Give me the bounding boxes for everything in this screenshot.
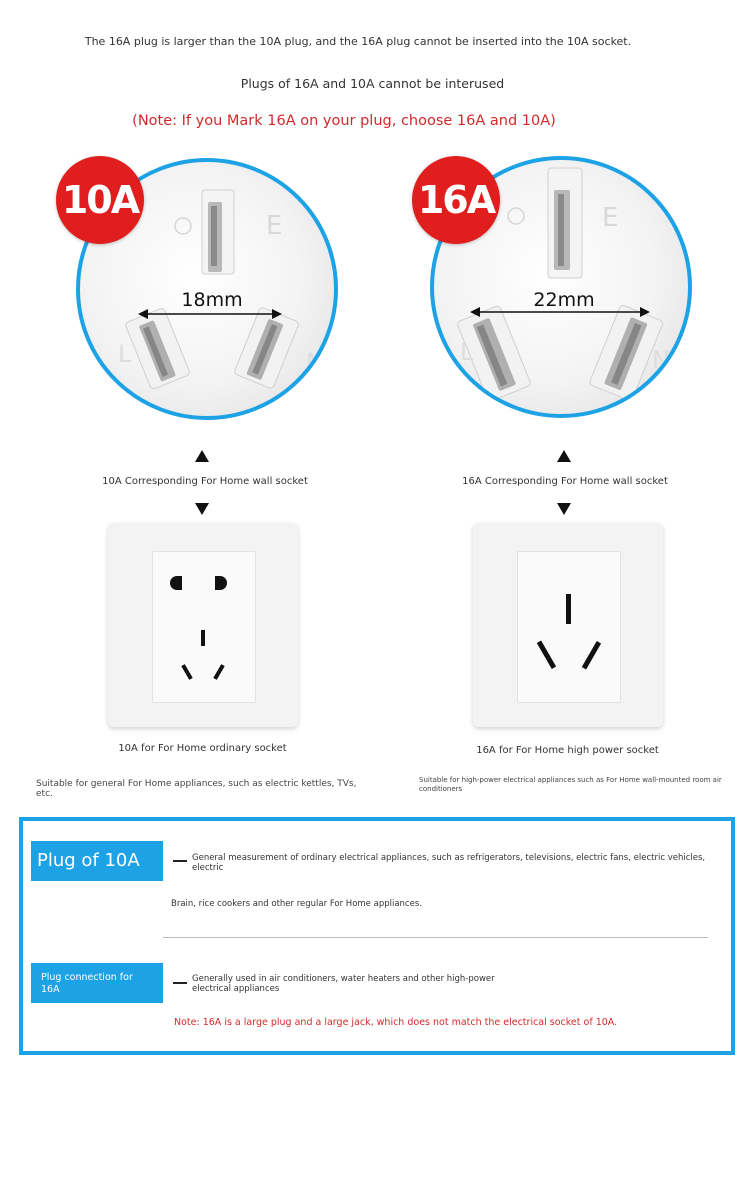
divider	[163, 937, 708, 938]
intro-note: (Note: If you Mark 16A on your plug, choose 16A and 10A)	[132, 113, 556, 129]
socket-16a	[473, 523, 663, 727]
socket-10a-faceplate	[152, 551, 256, 703]
info-10a-desc-continued: Brain, rice cookers and other regular For Home appliances.	[171, 899, 422, 909]
svg-text:22mm: 22mm	[533, 289, 595, 311]
info-10a-desc: General measurement of ordinary electrical appliances, such as refrigerators, televisions, electric fans, electric vehicles, electric	[192, 853, 706, 873]
intro-line-2: Plugs of 16A and 10A cannot be interused	[240, 76, 505, 91]
arrow-up-icon	[557, 450, 571, 462]
dash-icon	[173, 860, 187, 862]
info-note: Note: 16A is a large plug and a large jack, which does not match the electrical socket of 10A.	[174, 1017, 618, 1028]
info-16a-desc: Generally used in air conditioners, water heaters and other high-power electrical appliances	[192, 974, 495, 994]
socket-16a-faceplate	[517, 551, 621, 703]
tag-16a: Plug connection for 16A	[31, 963, 163, 1003]
tag-10a: Plug of 10A	[31, 841, 163, 881]
socket-16a-label: 16A for For Home high power socket	[476, 745, 659, 756]
svg-text:E: E	[602, 203, 619, 233]
socket-16a-suitable: Suitable for high-power electrical appliances such as For Home wall-mounted room air conditioners	[419, 776, 722, 793]
svg-text:N: N	[652, 346, 670, 374]
socket-16a-holes-icon	[518, 552, 620, 702]
svg-text:N: N	[306, 348, 324, 376]
svg-text:L: L	[118, 340, 132, 368]
plug-16a-caption: 16A Corresponding For Home wall socket	[462, 476, 668, 487]
intro-line-1: The 16A plug is larger than the 10A plug, and the 16A plug cannot be inserted into the 10A socket.	[84, 35, 632, 48]
dash-icon	[173, 982, 187, 984]
arrow-down-icon	[557, 503, 571, 515]
badge-16a: 16A	[412, 156, 500, 244]
svg-text:18mm: 18mm	[181, 289, 243, 311]
plug-10a-caption: 10A Corresponding For Home wall socket	[102, 476, 308, 487]
badge-10a: 10A	[56, 156, 144, 244]
svg-text:E: E	[266, 211, 283, 241]
svg-text:L: L	[460, 338, 474, 366]
arrow-up-icon	[195, 450, 209, 462]
socket-10a-suitable: Suitable for general For Home appliances, such as electric kettles, TVs, etc.	[36, 779, 357, 799]
socket-10a-label: 10A for For Home ordinary socket	[118, 743, 287, 754]
arrow-down-icon	[195, 503, 209, 515]
socket-10a-holes-icon	[153, 552, 255, 702]
socket-10a	[108, 523, 298, 727]
